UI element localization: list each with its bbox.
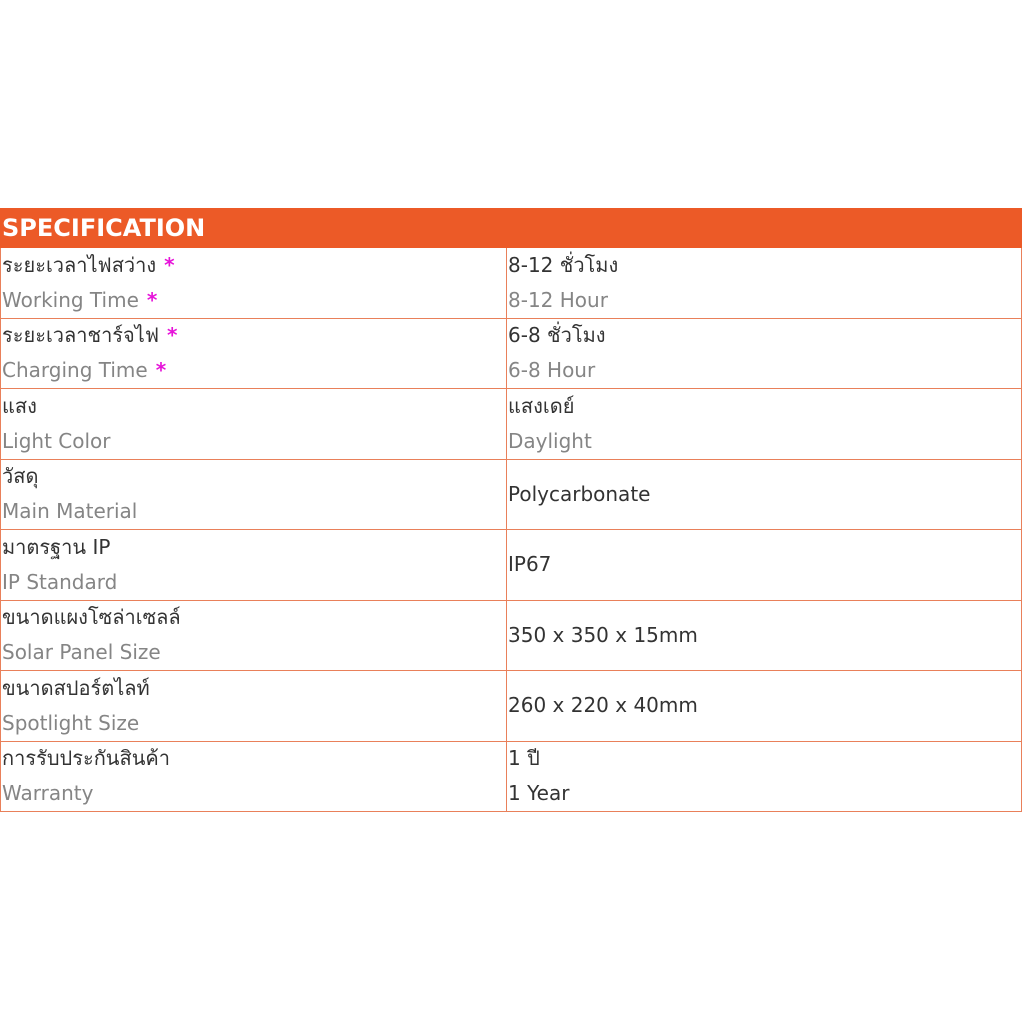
label-thai: มาตรฐาน IP <box>2 534 111 559</box>
value-text: IP67 <box>508 552 552 577</box>
spec-row-warranty <box>1 742 1021 813</box>
value-text: 260 x 220 x 40mm <box>508 693 698 718</box>
label-thai: แสง <box>2 393 37 418</box>
specification-table <box>0 208 1022 812</box>
spec-value <box>507 389 1021 459</box>
label-thai: ขนาดแผงโซล่าเซลล์ <box>2 605 181 630</box>
value-thai: 8-12 ชั่วโมง <box>508 252 619 277</box>
spec-row-solar-panel-size <box>1 601 1021 672</box>
label-english: IP Standard <box>2 569 118 594</box>
value-thai: 1 ปี <box>508 746 540 771</box>
spec-title: SPECIFICATION <box>2 214 206 242</box>
spec-value <box>507 248 1021 318</box>
spec-label <box>1 248 507 318</box>
label-thai: วัสดุ <box>2 464 39 489</box>
label-thai: ระยะเวลาไฟสว่าง <box>2 252 157 277</box>
value-english: 1 Year <box>508 781 570 806</box>
spec-label <box>1 601 507 671</box>
spec-label <box>1 460 507 530</box>
label-english: Charging Time <box>2 358 148 383</box>
spec-value <box>507 601 1021 671</box>
spec-rows <box>0 248 1022 812</box>
spec-label <box>1 742 507 812</box>
value-english: 6-8 Hour <box>508 358 596 383</box>
label-english: Solar Panel Size <box>2 640 161 665</box>
spec-label <box>1 671 507 741</box>
spec-row-ip-standard <box>1 530 1021 601</box>
value-thai: 6-8 ชั่วโมง <box>508 323 606 348</box>
value-english: Daylight <box>508 428 592 453</box>
required-star: * <box>155 358 167 383</box>
spec-row-charging-time <box>1 319 1021 390</box>
spec-value <box>507 671 1021 741</box>
spec-header <box>0 208 1022 248</box>
value-text: 350 x 350 x 15mm <box>508 622 698 647</box>
label-thai: ขนาดสปอร์ตไลท์ <box>2 675 150 700</box>
spec-value <box>507 319 1021 389</box>
label-thai: ระยะเวลาชาร์จไฟ <box>2 323 159 348</box>
spec-row-main-material <box>1 460 1021 531</box>
required-star: * <box>166 323 178 348</box>
label-english: Warranty <box>2 781 94 806</box>
spec-row-working-time <box>1 248 1021 319</box>
spec-row-spotlight-size <box>1 671 1021 742</box>
spec-value <box>507 742 1021 812</box>
value-text: Polycarbonate <box>508 481 651 506</box>
label-thai: การรับประกันสินค้า <box>2 746 170 771</box>
required-star: * <box>164 252 175 277</box>
spec-label <box>1 319 507 389</box>
label-english: Working Time <box>2 287 139 312</box>
spec-row-light-color <box>1 389 1021 460</box>
value-english: 8-12 Hour <box>508 287 608 312</box>
label-english: Spotlight Size <box>2 710 140 735</box>
required-star: * <box>146 287 158 312</box>
spec-value <box>507 460 1021 530</box>
value-thai: แสงเดย์ <box>508 393 575 418</box>
spec-label <box>1 389 507 459</box>
spec-label <box>1 530 507 600</box>
label-english: Light Color <box>2 428 111 453</box>
label-english: Main Material <box>2 499 138 524</box>
spec-value <box>507 530 1021 600</box>
